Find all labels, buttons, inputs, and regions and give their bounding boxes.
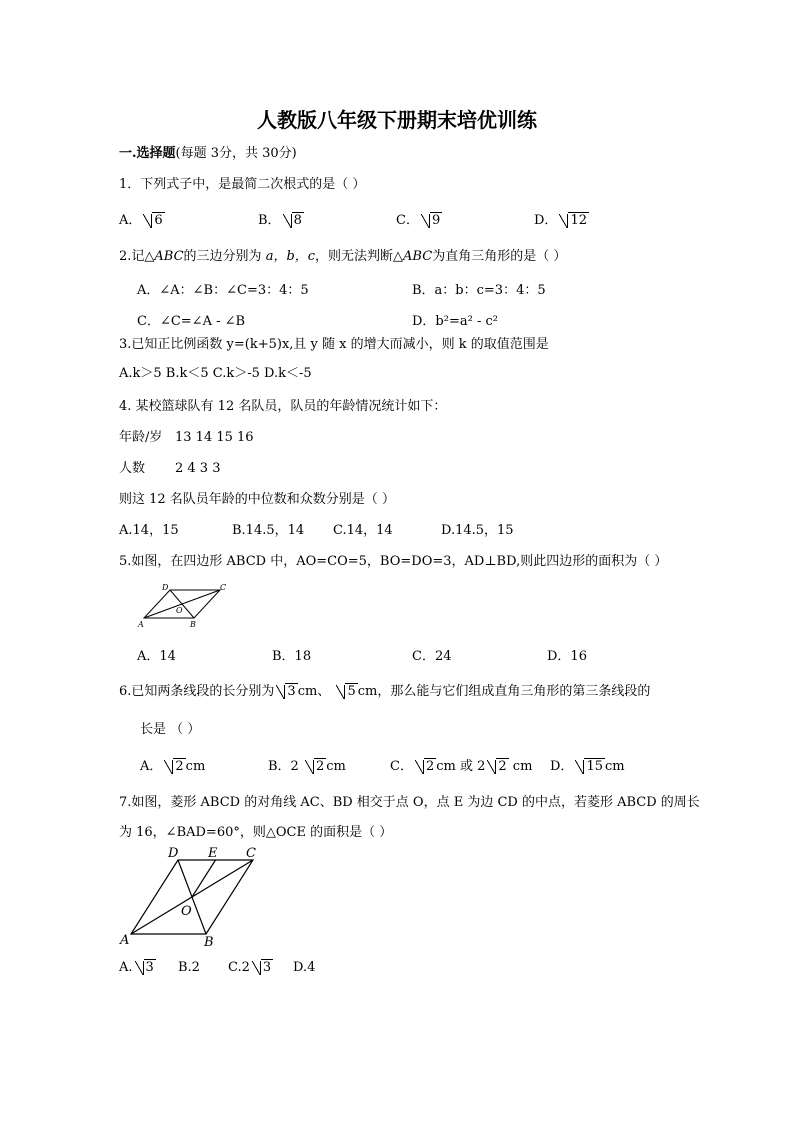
q2-option-c: C．∠C=∠A - ∠B <box>137 314 246 329</box>
q2-triangle-name: ABC <box>403 249 433 264</box>
q5-option-b: B．18 <box>272 649 312 664</box>
q6-b-label: B．2 <box>268 759 303 774</box>
q6-option-d <box>550 758 625 776</box>
q4-option-c: C.14，14 <box>333 523 393 538</box>
q6-stem <box>119 683 650 701</box>
sqrt-sign <box>135 959 156 977</box>
q6-option-a <box>140 758 205 776</box>
q7-option-d: D.4 <box>293 960 316 975</box>
q6-b-radicand: 2 <box>315 759 325 774</box>
q6-stem-continued: 长是 （ ） <box>140 722 201 737</box>
q2-triangle-name: ABC <box>154 249 184 264</box>
q5-label-c: C <box>220 583 227 592</box>
q6-a-label: A． <box>140 759 163 774</box>
q4-row-age-label: 年龄/岁 <box>119 430 163 445</box>
q4-stem: 4. 某校篮球队有 12 名队员，队员的年龄情况统计如下： <box>119 399 447 414</box>
q2-option-b: B．a：b：c=3：4：5 <box>412 283 546 298</box>
q6-a-unit: cm <box>185 759 206 774</box>
sqrt-sign <box>487 758 508 776</box>
sqrt-sign <box>421 212 442 230</box>
q6-d-radicand: 15 <box>586 759 603 774</box>
q5-stem: 5.如图，在四边形 ABCD 中，AO=CO=5，BO=DO=3，AD⊥BD,则此四边形的面积为（ ） <box>119 554 668 569</box>
section-header <box>119 145 297 163</box>
q7-label-b: B <box>204 935 214 950</box>
q6-c-radicand-2: 2 <box>498 759 507 774</box>
q1-d-label: D． <box>534 213 558 228</box>
q1-option-d <box>534 212 589 230</box>
q6-stem-part: 6.已知两条线段的长分别为 <box>119 684 275 699</box>
q6-d-unit: cm <box>604 759 625 774</box>
q5-figure <box>132 582 228 628</box>
q7-option-c <box>228 959 273 977</box>
page-title: 人教版八年级下册期末培优训练 <box>257 108 537 132</box>
q7-a-radicand: 3 <box>145 960 154 975</box>
q6-d-label: D． <box>550 759 574 774</box>
q1-stem: 1．下列式子中，是最简二次根式的是（ ） <box>119 177 366 192</box>
q4-row-age-values: 13 14 15 16 <box>175 430 254 445</box>
q5-option-a: A．14 <box>137 649 176 664</box>
sqrt-sign <box>143 212 164 230</box>
q7-stem-continued: 为 16，∠BAD=60°，则△OCE 的面积是（ ） <box>119 825 393 840</box>
q7-stem: 7.如图，菱形 ABCD 的对角线 AC、BD 相交于点 O，点 E 为边 CD 的中点，若菱形 ABCD 的周长 <box>119 795 700 810</box>
sqrt-sign <box>575 758 605 776</box>
q3-stem: 3.已知正比例函数 y=(k+5)x,且 y 随 x 的增大而减小，则 k 的取值范围是 <box>119 337 549 352</box>
q5-label-d: D <box>162 583 169 592</box>
q6-c-mid: cm 或 2 <box>436 759 486 774</box>
q6-radicand-1: 3 <box>287 684 296 699</box>
q6-c-label: C． <box>390 759 413 774</box>
section-label: 一.选择题 <box>119 146 176 161</box>
q5-option-d: D．16 <box>547 649 587 664</box>
q1-b-radicand: 8 <box>293 213 302 228</box>
q1-d-radicand: 12 <box>570 213 587 228</box>
q5-label-b: B <box>190 620 196 628</box>
q4-option-b: B.14.5，14 <box>232 523 305 538</box>
q4-option-a: A.14，15 <box>119 523 179 538</box>
sqrt-sign <box>164 758 185 776</box>
q7-figure <box>118 845 268 950</box>
q4-option-d: D.14.5，15 <box>441 523 514 538</box>
q1-a-label: A． <box>119 213 142 228</box>
q6-c-unit: cm <box>508 759 533 774</box>
q7-segment-oe <box>192 860 216 897</box>
q4-question: 则这 12 名队员年龄的中位数和众数分别是（ ） <box>119 492 395 507</box>
q7-c-label: C.2 <box>228 960 250 975</box>
sqrt-sign <box>252 959 273 977</box>
q2-stem-part: 为直角三角形的是（ ） <box>432 249 567 264</box>
q1-c-radicand: 9 <box>431 213 441 228</box>
q6-radicand-2: 5 <box>347 684 356 699</box>
q7-label-c: C <box>246 846 256 861</box>
q6-option-b <box>268 758 346 776</box>
q2-option-d: D．b²=a² - c² <box>412 314 498 329</box>
q6-c-radicand: 2 <box>425 759 435 774</box>
q1-option-b <box>258 212 304 230</box>
q7-label-a: A <box>120 933 130 948</box>
q5-label-a: A <box>138 620 144 628</box>
q7-option-a <box>119 959 156 977</box>
q7-c-radicand: 3 <box>262 960 272 975</box>
q2-side-vars: a，b，c <box>265 249 316 264</box>
sqrt-sign <box>283 212 304 230</box>
q2-option-a: A．∠A：∠B：∠C=3：4：5 <box>137 283 309 298</box>
sqrt-sign <box>559 212 589 230</box>
q7-label-o: O <box>181 904 192 919</box>
q1-c-label: C． <box>396 213 419 228</box>
q1-option-c <box>396 212 442 230</box>
q6-b-unit: cm <box>326 759 346 774</box>
q6-unit: cm、 <box>297 684 331 699</box>
sqrt-sign <box>276 683 297 701</box>
q5-label-o: O <box>176 606 183 615</box>
sqrt-sign <box>415 758 436 776</box>
q2-stem-part: 2.记△ <box>119 249 155 264</box>
q6-option-c <box>390 758 532 776</box>
q6-stem-part: cm，那么能与它们组成直角三角形的第三条线段的 <box>357 684 651 699</box>
q2-stem-part: ，则无法判断△ <box>315 249 404 264</box>
q1-a-radicand: 6 <box>154 213 163 228</box>
q7-label-e: E <box>208 846 218 861</box>
q7-a-label: A. <box>119 960 133 975</box>
section-note: (每题 3分，共 30分) <box>175 146 297 161</box>
q2-stem-part: 的三边分别为 <box>183 249 266 264</box>
q3-options: A.k＞5 B.k＜5 C.k＞-5 D.k＜-5 <box>119 366 312 381</box>
q4-row-count-values: 2 4 3 3 <box>175 461 221 476</box>
q7-label-d: D <box>168 846 179 861</box>
sqrt-sign <box>305 758 326 776</box>
q5-option-c: C．24 <box>412 649 452 664</box>
q1-option-a <box>119 212 165 230</box>
q7-option-b: B.2 <box>178 960 200 975</box>
sqrt-sign <box>336 683 357 701</box>
q2-stem <box>119 248 566 266</box>
q1-b-label: B． <box>258 213 281 228</box>
q4-row-count-label: 人数 <box>119 461 146 476</box>
q6-a-radicand: 2 <box>175 759 184 774</box>
